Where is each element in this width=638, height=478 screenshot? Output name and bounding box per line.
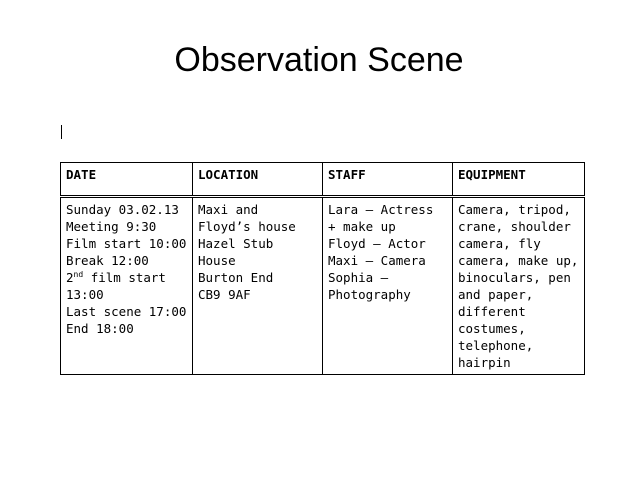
date-text-top: Sunday 03.02.13 Meeting 9:30 Film start 10:00 Break 12:00 [66,202,187,268]
header-date: DATE [61,163,193,197]
date-ordinal-number: 2 [66,270,74,285]
date-ordinal-suffix: nd [73,269,84,279]
date-text-bottom: film start 13:00 Last scene 17:00 End 18:00 [66,270,187,336]
text-cursor [61,125,62,139]
slide-title: Observation Scene [174,41,464,79]
header-staff: STAFF [323,163,453,197]
header-location: LOCATION [193,163,323,197]
date-cell [61,197,193,375]
header-equipment: EQUIPMENT [453,163,585,197]
equipment-cell: Camera, tripod, crane, shoulder camera, fly camera, make up, binoculars, pen and paper, different costumes, telephone, hairpin [453,197,585,375]
table-row [61,197,585,375]
location-cell: Maxi and Floyd’s house Hazel Stub House Burton End CB9 9AF [193,197,323,375]
schedule-table [60,162,585,375]
staff-cell: Lara – Actress + make up Floyd – Actor Maxi – Camera Sophia – Photography [323,197,453,375]
table-header-row [61,163,585,197]
